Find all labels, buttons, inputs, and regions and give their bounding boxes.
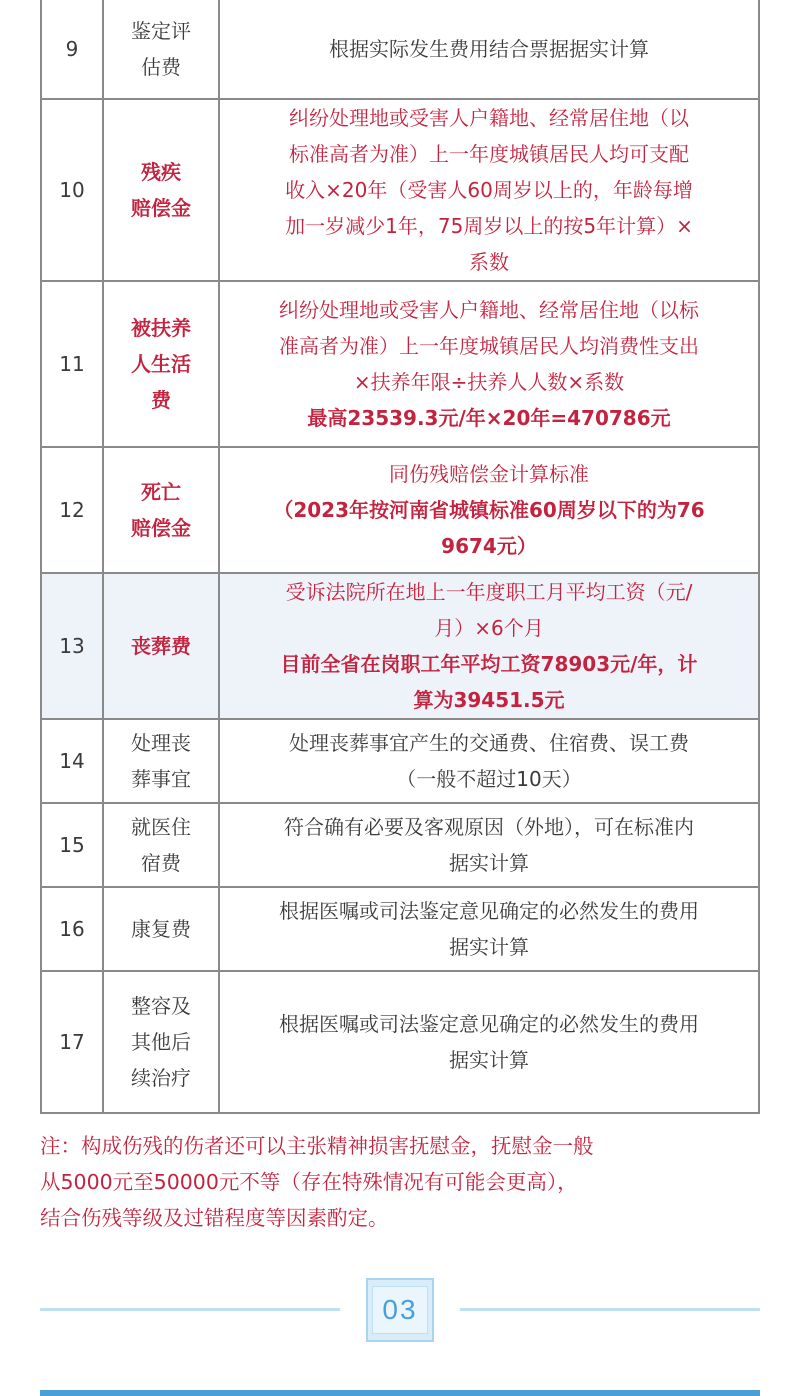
row-number: 10 bbox=[41, 99, 103, 281]
row-number: 12 bbox=[41, 447, 103, 573]
item-name: 死亡 赔偿金 bbox=[103, 447, 219, 573]
item-description: 纠纷处理地或受害人户籍地、经常居住地（以标 准高者为准）上一年度城镇居民人均消费性支出 ×扶养年限÷扶养人人数×系数 最高23539.3元/年×20年=470786元 bbox=[219, 281, 759, 447]
table-row bbox=[41, 99, 759, 281]
row-number: 9 bbox=[41, 0, 103, 99]
row-number: 11 bbox=[41, 281, 103, 447]
bottom-divider bbox=[40, 1390, 760, 1396]
table-row bbox=[41, 887, 759, 971]
row-number: 17 bbox=[41, 971, 103, 1113]
item-description: 受诉法院所在地上一年度职工月平均工资（元/ 月）×6个月 目前全省在岗职工年平均工资78903元/年，计 算为39451.5元 bbox=[219, 573, 759, 719]
row-number: 16 bbox=[41, 887, 103, 971]
divider-line-left bbox=[40, 1308, 340, 1311]
item-name: 就医住 宿费 bbox=[103, 803, 219, 887]
table-row bbox=[41, 573, 759, 719]
item-description: 纠纷处理地或受害人户籍地、经常居住地（以 标准高者为准）上一年度城镇居民人均可支配 收入×20年（受害人60周岁以上的，年龄每增 加一岁减少1年，75周岁以上的按5年计算）× 系数 bbox=[219, 99, 759, 281]
item-description: 处理丧葬事宜产生的交通费、住宿费、误工费 （一般不超过10天） bbox=[219, 719, 759, 803]
section-number-badge bbox=[366, 1278, 434, 1342]
section-number: 03 bbox=[372, 1286, 428, 1334]
item-name: 处理丧 葬事宜 bbox=[103, 719, 219, 803]
table-row bbox=[41, 719, 759, 803]
item-description: 根据实际发生费用结合票据据实计算 bbox=[219, 0, 759, 99]
item-description: 根据医嘱或司法鉴定意见确定的必然发生的费用 据实计算 bbox=[219, 971, 759, 1113]
table-row bbox=[41, 0, 759, 99]
table-row bbox=[41, 971, 759, 1113]
item-name: 丧葬费 bbox=[103, 573, 219, 719]
compensation-table bbox=[40, 0, 760, 1114]
divider-line-right bbox=[460, 1308, 760, 1311]
row-number: 15 bbox=[41, 803, 103, 887]
item-name: 康复费 bbox=[103, 887, 219, 971]
row-number: 14 bbox=[41, 719, 103, 803]
footnote: 注：构成伤残的伤者还可以主张精神损害抚慰金，抚慰金一般 从5000元至50000元不等（存在特殊情况有可能会更高）， 结合伤残等级及过错程度等因素酌定。 bbox=[40, 1134, 594, 1230]
item-name: 残疾 赔偿金 bbox=[103, 99, 219, 281]
table-row bbox=[41, 281, 759, 447]
item-name: 整容及 其他后 续治疗 bbox=[103, 971, 219, 1113]
row-number: 13 bbox=[41, 573, 103, 719]
table-row bbox=[41, 803, 759, 887]
item-description: 符合确有必要及客观原因（外地），可在标准内 据实计算 bbox=[219, 803, 759, 887]
item-name: 鉴定评 估费 bbox=[103, 0, 219, 99]
item-name: 被扶养 人生活 费 bbox=[103, 281, 219, 447]
table-row bbox=[41, 447, 759, 573]
item-description: 根据医嘱或司法鉴定意见确定的必然发生的费用 据实计算 bbox=[219, 887, 759, 971]
item-description: 同伤残赔偿金计算标准 （2023年按河南省城镇标准60周岁以下的为76 9674元） bbox=[219, 447, 759, 573]
